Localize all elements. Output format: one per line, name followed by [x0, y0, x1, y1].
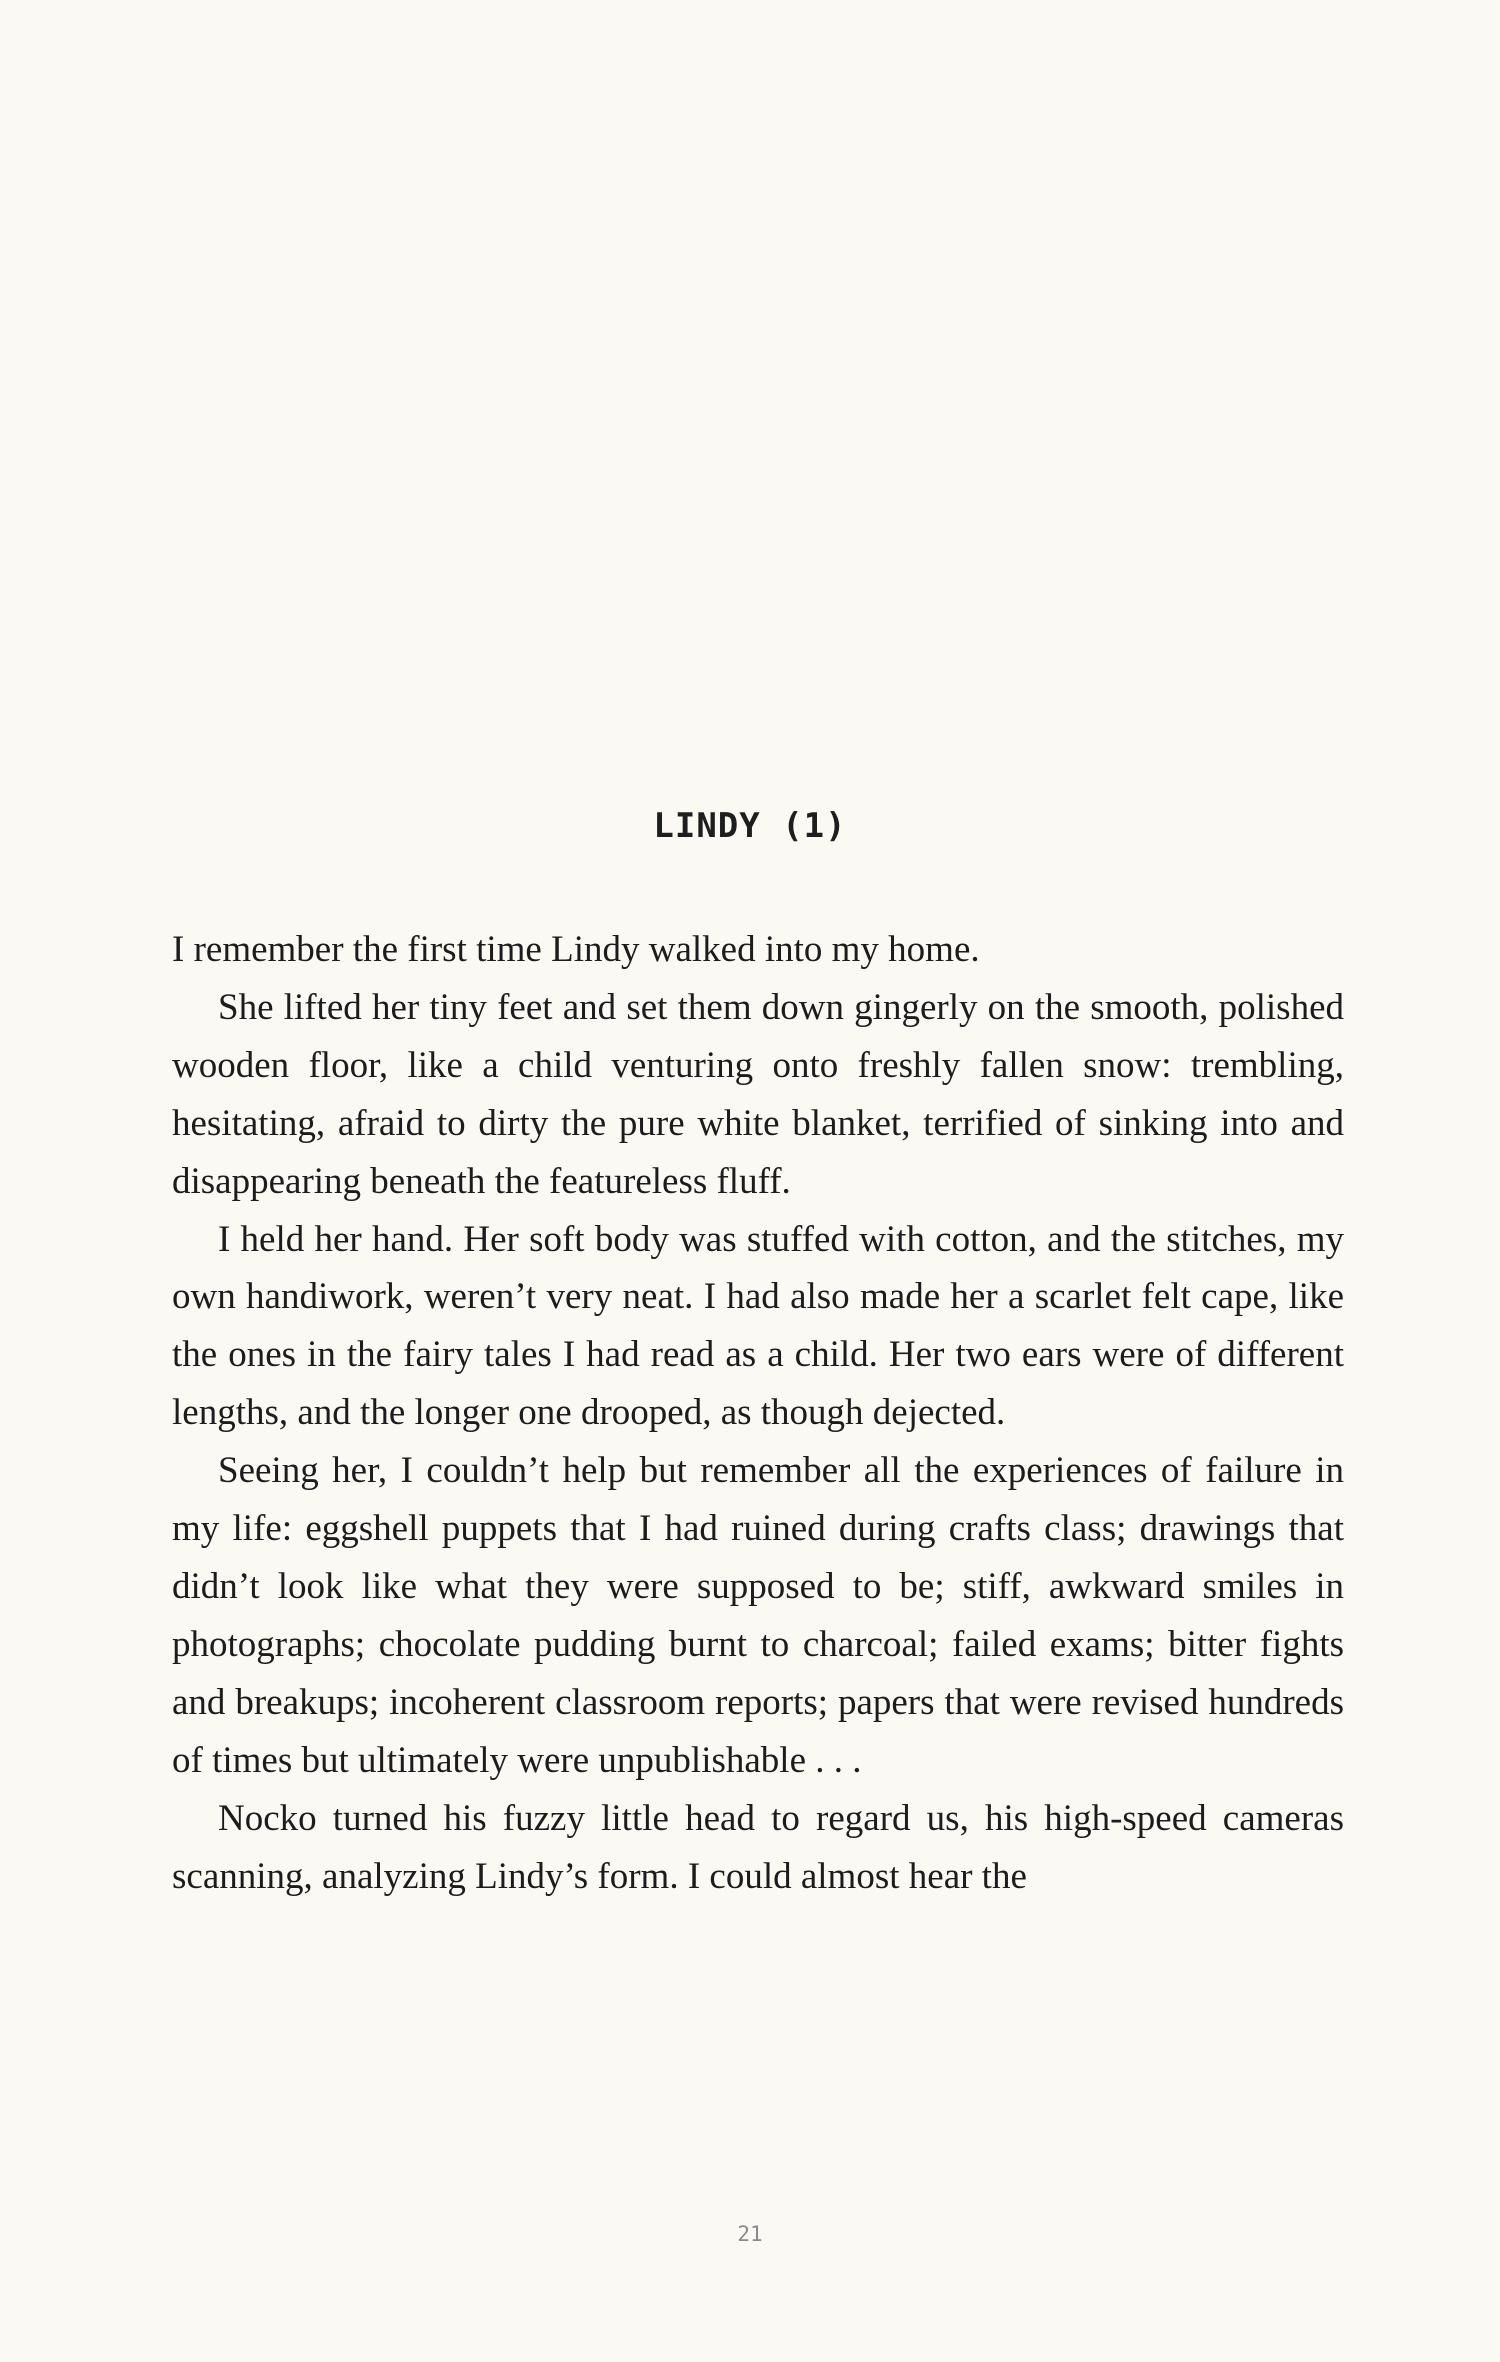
paragraph: Nocko turned his fuzzy little head to regard us, his high-speed cameras scanning, analyzing Lindy’s form. I could almost hear the	[172, 1797, 1344, 1897]
paragraph: I remember the first time Lindy walked into my home.	[172, 929, 980, 970]
page-number: 21	[737, 2222, 763, 2246]
chapter-title: LINDY (1)	[653, 806, 847, 846]
paragraph: I held her hand. Her soft body was stuffed with cotton, and the stitches, my own handiwork, weren’t very neat. I had also made her a scarlet felt cape, like the ones in the fairy tales I had read as a child. Her two ears were of different lengths, and the longer one drooped, as though dejected.	[172, 1218, 1344, 1434]
body-text	[172, 921, 1344, 1905]
paragraph: She lifted her tiny feet and set them down gingerly on the smooth, polished wooden floor, like a child venturing onto freshly fallen snow: trembling, hesitating, afraid to dirty the pure white blanket, terrified of sinking into and disappearing beneath the featureless fluff.	[172, 986, 1344, 1202]
paragraph: Seeing her, I couldn’t help but remember all the experiences of failure in my life: eggshell puppets that I had ruined during crafts class; drawings that didn’t look like what they were supposed to be; stiff, awkward smiles in photographs; chocolate pudding burnt to charcoal; failed exams; bitter fights and breakups; incoherent classroom reports; papers that were revised hundreds of times but ultimately were unpublishable . . .	[172, 1450, 1344, 1781]
